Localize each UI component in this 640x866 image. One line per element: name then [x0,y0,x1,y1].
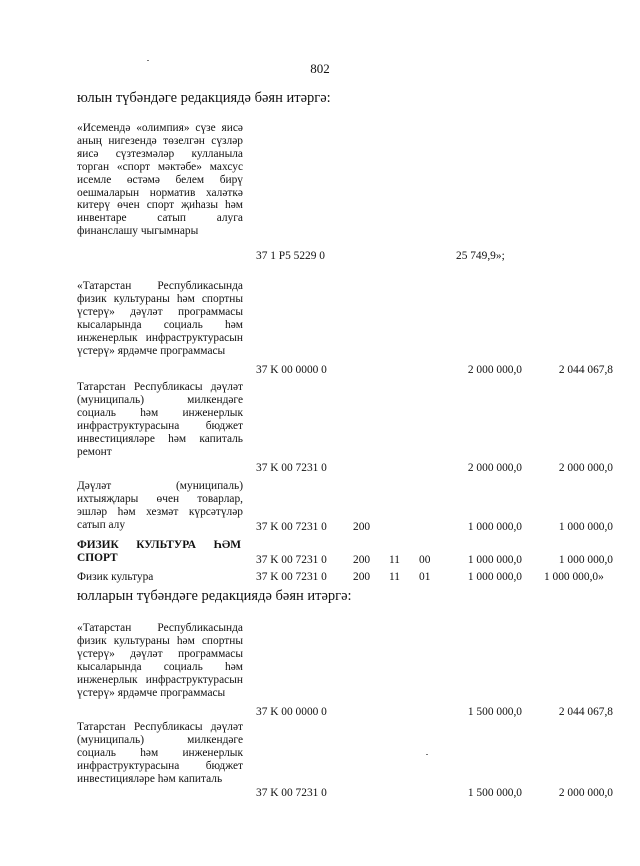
row-sum-2: 2 044 067,8 [558,706,613,718]
row-sum-2: 1 000 000,0 [558,554,613,566]
row-description: ФИЗИК КУЛЬТУРА ҺӘМ СПОРТ [77,539,241,564]
row-code: 37 K 00 7231 0 [256,462,327,474]
row-description: «Исемендә «олимпия» сүзе яисә аның нигезендә төзелгән сүзләр яисә сүзтезмәләр кулланыла торган «спорт мәктәбе» махсус исемле өстәмә белем бирү оешмаларын норматив халәткә китерү өчен спорт җиһазы һәм инвентаре сатып алуга финанслашу чыгымнары [77,122,243,238]
row-sum-2: 1 000 000,0 [558,521,613,533]
row-rz: 11 [389,554,400,566]
scan-speck [426,754,428,755]
row-sum-1: 2 000 000,0 [467,462,522,474]
row-pr: 01 [419,571,431,583]
page-number: 802 [310,61,330,76]
row-code: 37 K 00 0000 0 [256,364,327,376]
row-sum-2: 2 044 067,8 [558,364,613,376]
row-description: Татарстан Республикасы дәүләт (муниципаль) милкендәге социаль һәм инженерлык инфраструктурасына бюджет инвестицияләре һәм капиталь [77,721,243,785]
row-sum-1: 1 000 000,0 [467,521,522,533]
scan-speck [147,60,149,61]
row-code: 37 K 00 7231 0 [256,571,327,583]
row-sum-1: 1 000 000,0 [467,571,522,583]
row-vr: 200 [353,554,371,566]
intro-text-2: юлларын түбәндәге редакциядә бәян итәргә: [77,588,352,604]
row-sum-1: 1 500 000,0 [467,706,522,718]
row-code: 37 K 00 7231 0 [256,554,327,566]
row-code: 37 K 00 0000 0 [256,706,327,718]
row-sum-1: 1 000 000,0 [467,554,522,566]
intro-text-1: юлын түбәндәге редакциядә бәян итәргә: [77,90,331,106]
row-code: 37 K 00 7231 0 [256,521,327,533]
row-sum-1: 1 500 000,0 [467,787,522,799]
row-description: «Татарстан Республикасында физик культураны һәм спортны үстерү» дәүләт программасы кысаларында социаль һәм инженерлык инфраструктурасын үстерү» ярдәмче программасы [77,622,243,699]
row-sum-1: 2 000 000,0 [467,364,522,376]
row-code: 37 1 P5 5229 0 [256,250,325,262]
row-pr: 00 [419,554,431,566]
row-vr: 200 [353,571,371,583]
row-description: Татарстан Республикасы дәүләт (муниципаль) милкендәге социаль һәм инженерлык инфраструктурасына бюджет инвестицияләре һәм капиталь ремонт [77,381,243,458]
row-description: Физик культура [77,571,154,583]
row-vr: 200 [353,521,371,533]
row-sum-2: 1 000 000,0» [544,571,604,583]
row-description: «Татарстан Республикасында физик культураны һәм спортны үстерү» дәүләт программасы кысаларында социаль һәм инженерлык инфраструктурасын үстерү» ярдәмче программасы [77,280,243,357]
row-description: Дәүләт (муниципаль) ихтыяҗлары өчен товарлар, эшләр һәм хезмәт күрсәтүләр сатып алу [77,480,243,531]
row-rz: 11 [389,571,400,583]
row-sum-2: 2 000 000,0 [558,787,613,799]
row-sum-2: 2 000 000,0 [558,462,613,474]
row-sum-1: 25 749,9»; [456,250,505,262]
row-code: 37 K 00 7231 0 [256,787,327,799]
